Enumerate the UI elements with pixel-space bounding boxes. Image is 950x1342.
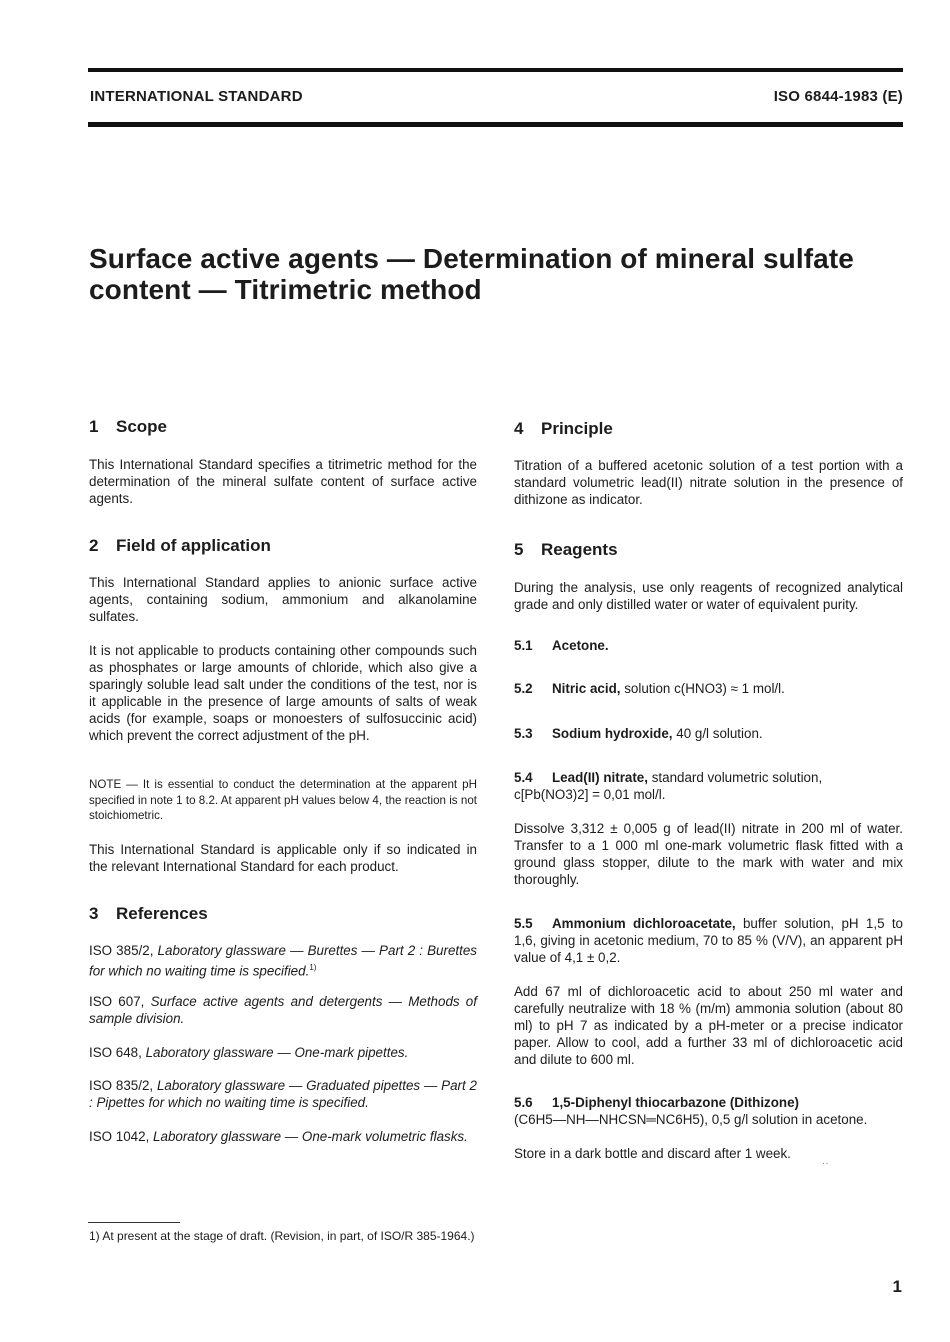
document-title — [89, 243, 919, 305]
header-standard-type: INTERNATIONAL STANDARD — [90, 88, 303, 105]
scope-text: This International Standard specifies a titrimetric method for the determination of the mineral sulfate content of surface active agents. — [89, 457, 477, 506]
reagents-intro: During the analysis, use only reagents of recognized analytical grade and only distilled water or water of equivalent purity. — [514, 580, 903, 612]
footnote: 1) At present at the stage of draft. (Revision, in part, of ISO/R 385-1964.) — [89, 1229, 475, 1243]
stray-mark: ·· — [822, 1158, 829, 1169]
title-line-1: Surface active agents — Determination of mineral sulfate — [89, 243, 854, 274]
lead-nitrate-concentration: c[Pb(NO3)2] = 0,01 mol/l. — [514, 787, 666, 802]
reference-item: ISO 607, Surface active agents and detergents — Methods of sample division. — [89, 994, 477, 1026]
page-number: 1 — [892, 1277, 902, 1296]
header-standard-number: ISO 6844-1983 (E) — [773, 88, 903, 105]
field-paragraph-1: This International Standard applies to anionic surface active agents, containing sodium, ammonium and alkanolamine sulfates. — [89, 575, 477, 624]
reference-item: ISO 385/2, Laboratory glassware — Burettes — Part 2 : Burettes for which no waiting time is specified.$^{1)}$ — [89, 943, 477, 979]
reference-item: ISO 1042, Laboratory glassware — One-mark volumetric flasks. — [89, 1129, 468, 1144]
buffer-preparation: Add 67 ml of dichloroacetic acid to about 250 ml water and carefully neutralize with 18 % (m/m) ammonia solution (about 80 ml) to pH 7 as indicated by a pH-meter or a precise indicator paper. Allow to cool, add a further 33 ml of dichloroacetic acid and dilute to 600 ml. — [514, 984, 903, 1067]
dithizone-formula: (C6H5—NH—NHCSN═NC6H5), 0,5 g/l solution in acetone. — [514, 1112, 868, 1127]
section-5-heading: 5 Reagents — [514, 540, 618, 559]
section-1-heading: 1 Scope — [89, 417, 168, 436]
section-2-heading: 2 Field of application — [89, 536, 271, 555]
reagent-5-5: 5.5 Ammonium dichloroacetate, buffer solution, pH 1,5 to 1,6, giving in acetonic medium, 70 to 85 % (V/V), an apparent pH value of 4,1 ± 0,2. — [514, 916, 903, 965]
reagent-5-3: 5.3 Sodium hydroxide, 40 g/l solution. — [514, 726, 763, 741]
header-rule-top — [88, 68, 903, 72]
footnote-rule — [88, 1222, 180, 1223]
section-4-heading: 4 Principle — [514, 419, 613, 438]
reagent-5-1: 5.1 Acetone. — [514, 638, 609, 653]
header-rule-bottom — [88, 122, 903, 127]
title-line-2: content — Titrimetric method — [89, 274, 482, 305]
section-3-heading: 3 References — [89, 904, 208, 923]
field-note: NOTE — It is essential to conduct the determination at the apparent pH specified in note 1 to 8.2. At apparent pH values below 4, the reaction is not stoichiometric. — [89, 778, 477, 822]
field-paragraph-3: This International Standard is applicable only if so indicated in the relevant International Standard for each product. — [89, 842, 477, 874]
reagent-5-4: 5.4 Lead(II) nitrate, standard volumetric solution, c[Pb(NO3)2] = 0,01 mol/l. — [514, 770, 823, 802]
reference-item: ISO 835/2, Laboratory glassware — Graduated pipettes — Part 2 : Pipettes for which no waiting time is specified. — [89, 1078, 477, 1110]
field-paragraph-2: It is not applicable to products containing other compounds such as phosphates or large amounts of chloride, which also give a sparingly soluble lead salt under the conditions of the test, nor is it applicable in the presence of large amounts of salts of weak acids (for example, soaps or monoesters of sulfosuccinic acid) which prevent the correct adjustment of the pH. — [89, 643, 477, 743]
lead-nitrate-preparation: Dissolve 3,312 ± 0,005 g of lead(II) nitrate in 200 ml of water. Transfer to a 1 000 ml one-mark volumetric flask fitted with a ground glass stopper, dilute to the mark with water and mix thoroughly. — [514, 821, 903, 887]
reagent-5-2: 5.2 Nitric acid, solution c(HNO3) ≈ 1 mol/l. — [514, 681, 785, 696]
reference-item: ISO 648, Laboratory glassware — One-mark pipettes. — [89, 1045, 409, 1060]
principle-text: Titration of a buffered acetonic solution of a test portion with a standard volumetric lead(II) nitrate solution in the presence of dithizone as indicator. — [514, 458, 903, 507]
reagent-5-6: 5.6 1,5-Diphenyl thiocarbazone (Dithizone) (C6H5—NH—NHCSN═NC6H5), 0,5 g/l solution in acetone. — [514, 1095, 868, 1127]
dithizone-storage: Store in a dark bottle and discard after 1 week. — [514, 1146, 791, 1161]
